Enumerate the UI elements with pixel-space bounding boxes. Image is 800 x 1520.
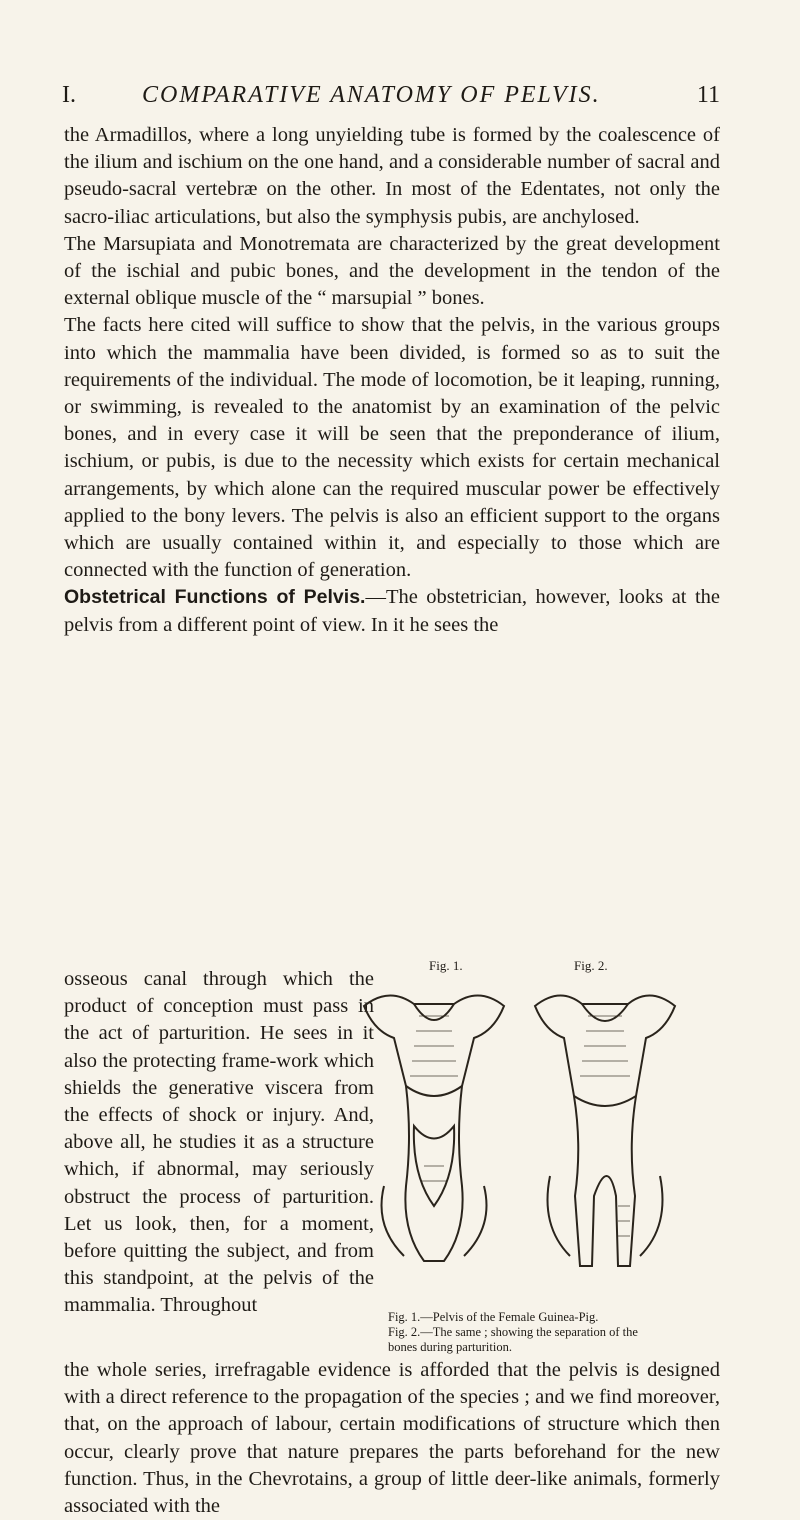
paragraph-obstetrical-lead-text: —The obstetrician, however, looks at the pelvis from a different point of view. In it he sees the: [64, 586, 720, 636]
pelvis-illustration-fig1: [344, 976, 524, 1276]
paragraph-facts: The facts here cited will suffice to show that the pelvis, in the various groups into which the mammalia have been divided, is formed so as to suit the requirements of the individual. The mode of locomotion, be it leaping, running, or swimming, is revealed to the anatomist by an examination of the pelvic bones, and in every case it will be seen that the preponderance of ilium, ischium, or pubis, is due to the necessity which exists for certain mechanical arrangements, by which alone can the required muscular power be effectively applied to the bony levers. The pelvis is also an efficient support to the organs which are usually contained within it, and especially to those which are connected with the function of generation.: [64, 314, 720, 582]
caption-line-1: Fig. 1.—Pelvis of the Female Guinea-Pig.: [388, 1310, 599, 1324]
paragraph-whole-series: the whole series, irrefragable evidence is afforded that the pelvis is designed with a direct reference to the propagation of the species ; and we find moreover, that, on the approach of labour, certain modifications of structure which then occur, clearly prove that nature prepares the parts beforehand for the new function. Thus, in the Chevrotains, a group of little deer-like animals, formerly associated with the: [64, 1359, 720, 1518]
chapter-number: I.: [62, 82, 76, 108]
body-text-wrapped: osseous canal through which the product of conception must pass in the act of parturition. He sees in it also the protecting frame-work which shields the generative viscera from the effects of shock or injury. And, above all, he studies it as a structure which, if abnormal, may seriously obstruct the process of parturition. Let us look, then, for a moment, before quitting the subject, and from this standpoint, at the pelvis of the mammalia. Throughout: [64, 968, 374, 1317]
running-header: [62, 82, 720, 116]
figure-area: [344, 958, 690, 1282]
figure-caption: [388, 1310, 708, 1355]
fig2-label: Fig. 2.: [574, 958, 608, 973]
paragraph-marsupiata: The Marsupiata and Monotremata are characterized by the great development of the ischial and pubic bones, and the development in the tendon of the external oblique muscle of the “ marsupial ” bones.: [64, 232, 720, 310]
body-text-top: [64, 122, 720, 639]
paragraph-armadillos: the Armadillos, where a long unyielding tube is formed by the coalescence of the ilium and ischium on the one hand, and a considerable number of sacral and pseudo-sacral vertebræ on the other. In most of the Edentates, not only the sacro-iliac articulations, but also the symphysis pubis, are anchylosed.: [64, 124, 720, 228]
paragraph-obstetrical-lead: [64, 584, 720, 638]
fig1-label: Fig. 1.: [429, 958, 463, 973]
caption-line-2: Fig. 2.—The same ; showing the separation of the: [388, 1325, 638, 1339]
caption-line-3: bones during parturition.: [388, 1340, 512, 1354]
running-title: COMPARATIVE ANATOMY OF PELVIS.: [142, 82, 601, 108]
body-text-bottom-wrapper: [64, 1357, 720, 1520]
section-heading: Obstetrical Functions of Pelvis.: [64, 586, 366, 609]
pelvis-illustration-fig2: [520, 976, 690, 1276]
page-number: 11: [696, 82, 720, 108]
